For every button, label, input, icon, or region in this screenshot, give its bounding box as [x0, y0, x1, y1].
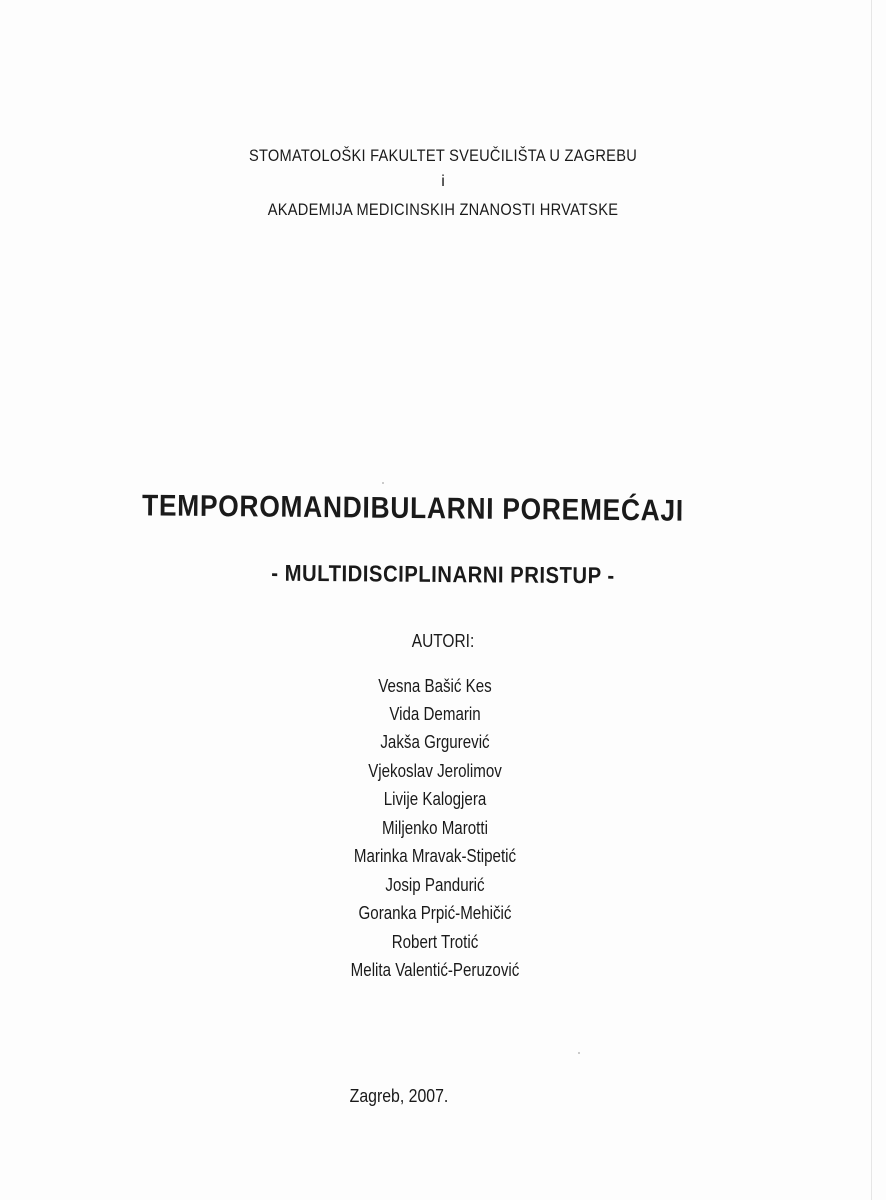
author-name: Vjekoslav Jerolimov [368, 761, 502, 781]
author-name: Josip Pandurić [385, 875, 485, 895]
institution-line-2: AKADEMIJA MEDICINSKIH ZNANOSTI HRVATSKE [267, 200, 619, 219]
author-name: Vida Demarin [389, 704, 481, 724]
author-name: Robert Trotić [391, 932, 479, 952]
scan-speck [382, 482, 384, 484]
author-name: Jakša Grgurević [380, 732, 490, 752]
book-subtitle: - MULTIDISCIPLINARNI PRISTUP - [271, 559, 615, 589]
author-name: Melita Valentić-Peruzović [350, 960, 520, 980]
author-name: Goranka Prpić-Mehičić [358, 903, 512, 923]
publication-place-year: Zagreb, 2007. [349, 1086, 449, 1106]
authors-label: AUTORI: [411, 631, 475, 651]
institution-line-1: STOMATOLOŠKI FAKULTET SVEUČILIŠTA U ZAGREBU [248, 146, 638, 165]
scan-speck [578, 1052, 580, 1054]
author-name: Vesna Bašić Kes [378, 676, 492, 696]
author-name: Livije Kalogjera [383, 789, 487, 809]
author-name: Marinka Mravak-Stipetić [353, 846, 517, 866]
institution-conjunction: i [441, 173, 445, 190]
author-name: Miljenko Marotti [382, 818, 488, 838]
book-title: TEMPOROMANDIBULARNI POREMEĆAJI [141, 489, 685, 528]
